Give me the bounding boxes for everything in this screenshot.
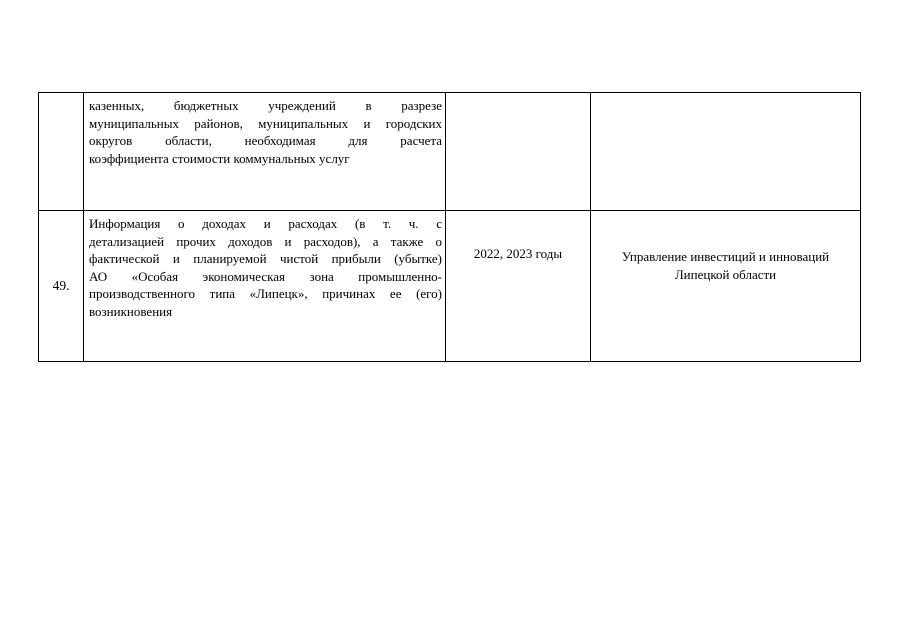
description-line: АО «Особая экономическая зона промышленно- [89, 268, 442, 284]
row-number-cell [39, 93, 84, 211]
description-line: коэффициента стоимости коммунальных услуг [89, 150, 350, 166]
description-line: казенных, бюджетных учреждений в разрезе [89, 98, 442, 113]
description-line: детализацией прочих доходов и расходов), а также о [89, 233, 442, 249]
row-number-cell: 49. [39, 211, 84, 362]
description-text [84, 93, 445, 167]
responsible-cell [591, 211, 861, 362]
responsible-line: Управление инвестиций и инноваций [621, 249, 830, 264]
description-line: фактической и планируемой чистой прибыли (убытке) [89, 251, 442, 266]
period-cell [446, 93, 591, 211]
responsible-line: Липецкой области [674, 266, 777, 282]
description-text [84, 211, 445, 320]
report-table [38, 92, 861, 362]
period-cell: 2022, 2023 годы [446, 211, 591, 362]
description-cell [84, 93, 446, 211]
table-row [39, 211, 861, 362]
description-line: Информация о доходах и расходах (в т. ч. с [89, 216, 442, 231]
description-line: муниципальных районов, муниципальных и городских [89, 115, 442, 131]
description-cell [84, 211, 446, 362]
description-line: возникновения [89, 303, 173, 319]
responsible-cell [591, 93, 861, 211]
description-line: округов области, необходимая для расчета [89, 133, 442, 148]
description-line: производственного типа «Липецк», причинах ее (его) [89, 286, 442, 301]
table-row [39, 93, 861, 211]
